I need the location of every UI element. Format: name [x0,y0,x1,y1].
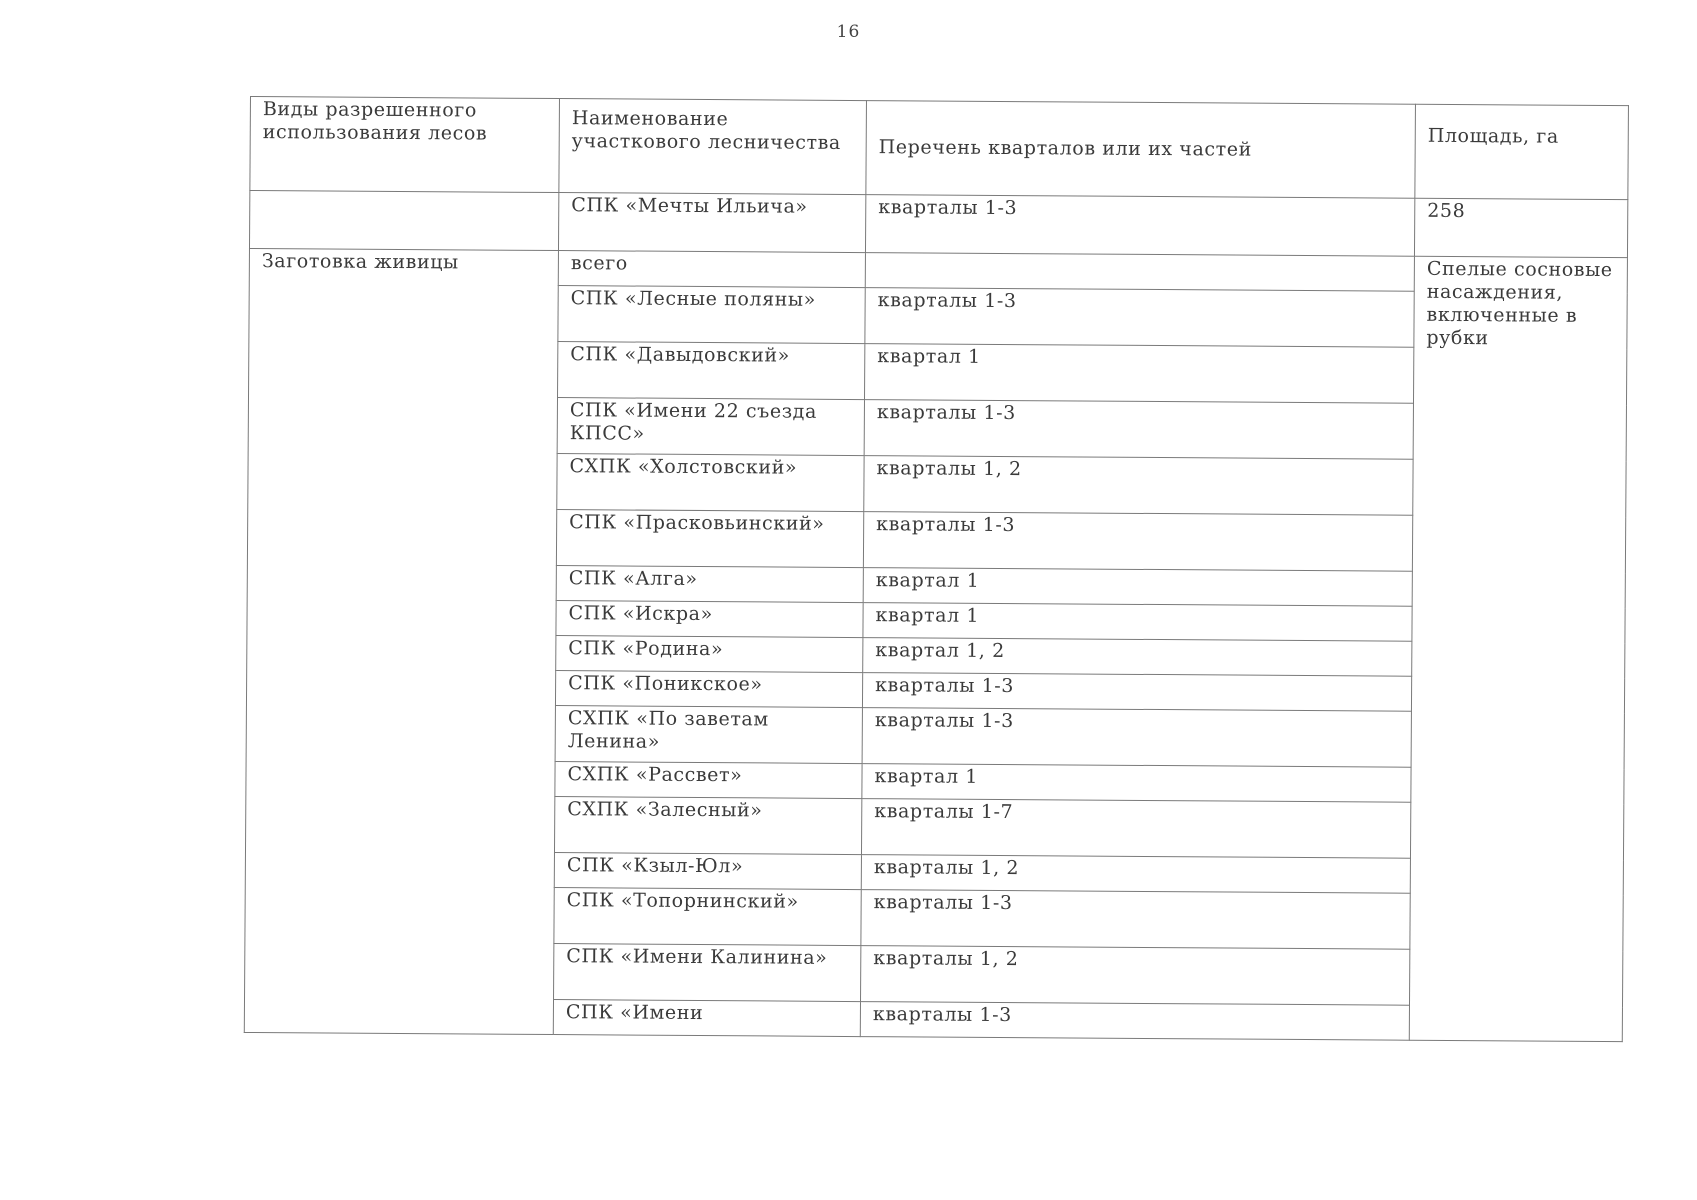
cell-quarters: кварталы 1-3 [864,400,1413,460]
header-forestry: Наименование участкового лесничества [559,99,867,195]
cell-quarters: квартал 1 [863,603,1412,642]
page-number: 16 [836,22,861,42]
cell-forestry: СХПК «Залесный» [554,797,861,855]
cell-forestry: СПК «Лесные поляны» [558,286,865,344]
cell-forestry: СПК «Имени 22 съезда КПСС» [557,398,864,456]
cell-forestry: СПК «Мечты Ильича» [558,193,865,253]
cell-quarters: кварталы 1-3 [860,1002,1409,1041]
cell-quarters: квартал 1, 2 [863,638,1412,677]
cell-forestry: СПК «Имени [553,1000,860,1037]
cell-forestry-total: всего [558,251,865,288]
cell-quarters: кварталы 1, 2 [861,946,1410,1006]
cell-quarters: кварталы 1-3 [862,708,1411,768]
forest-use-table-wrapper [244,96,1628,1042]
cell-quarters: квартал 1 [863,568,1412,607]
cell-forestry: СХПК «Холстовский» [557,454,864,512]
cell-use-type-group: Заготовка живицы [244,248,558,1034]
cell-forestry: СПК «Алга» [556,566,863,603]
cell-quarters: кварталы 1-3 [862,673,1411,712]
header-quarters: Перечень кварталов или их частей [866,101,1416,199]
table-row [249,191,1627,258]
cell-quarters: кварталы 1-3 [861,890,1410,950]
cell-quarters: кварталы 1-7 [861,799,1410,859]
cell-forestry: СПК «Имени Калинина» [554,944,861,1002]
cell-quarters: квартал 1 [862,764,1411,803]
cell-quarters: кварталы 1-3 [865,288,1414,348]
cell-quarters: кварталы 1-3 [865,195,1414,257]
cell-forestry: СПК «Топорнинский» [554,888,861,946]
cell-quarters: кварталы 1, 2 [861,855,1410,894]
table-header-row [250,97,1629,200]
forest-use-table [244,96,1629,1042]
table-body [244,97,1628,1042]
cell-forestry: СПК «Поникское» [555,671,862,708]
cell-forestry: СХПК «По заветам Ленина» [555,706,862,764]
cell-area: 258 [1414,198,1627,257]
cell-quarters: кварталы 1-3 [863,512,1412,572]
cell-forestry: СПК «Искра» [556,601,863,638]
header-area: Площадь, га [1415,104,1629,199]
header-use-type: Виды разрешенного использования лесов [250,97,560,193]
cell-forestry: СПК «Прасковьинский» [556,510,863,568]
cell-forestry: СПК «Родина» [556,636,863,673]
cell-quarters: кварталы 1, 2 [864,456,1413,516]
cell-quarters-total [865,253,1414,292]
cell-forestry: СПК «Давыдовский» [558,342,865,400]
cell-area-note: Спелые сосновые насаждения, включенные в рубки [1409,256,1627,1041]
cell-forestry: СХПК «Рассвет» [555,762,862,799]
cell-use-type [249,191,558,251]
cell-quarters: квартал 1 [865,344,1414,404]
cell-forestry: СПК «Кзыл-Юл» [554,853,861,890]
